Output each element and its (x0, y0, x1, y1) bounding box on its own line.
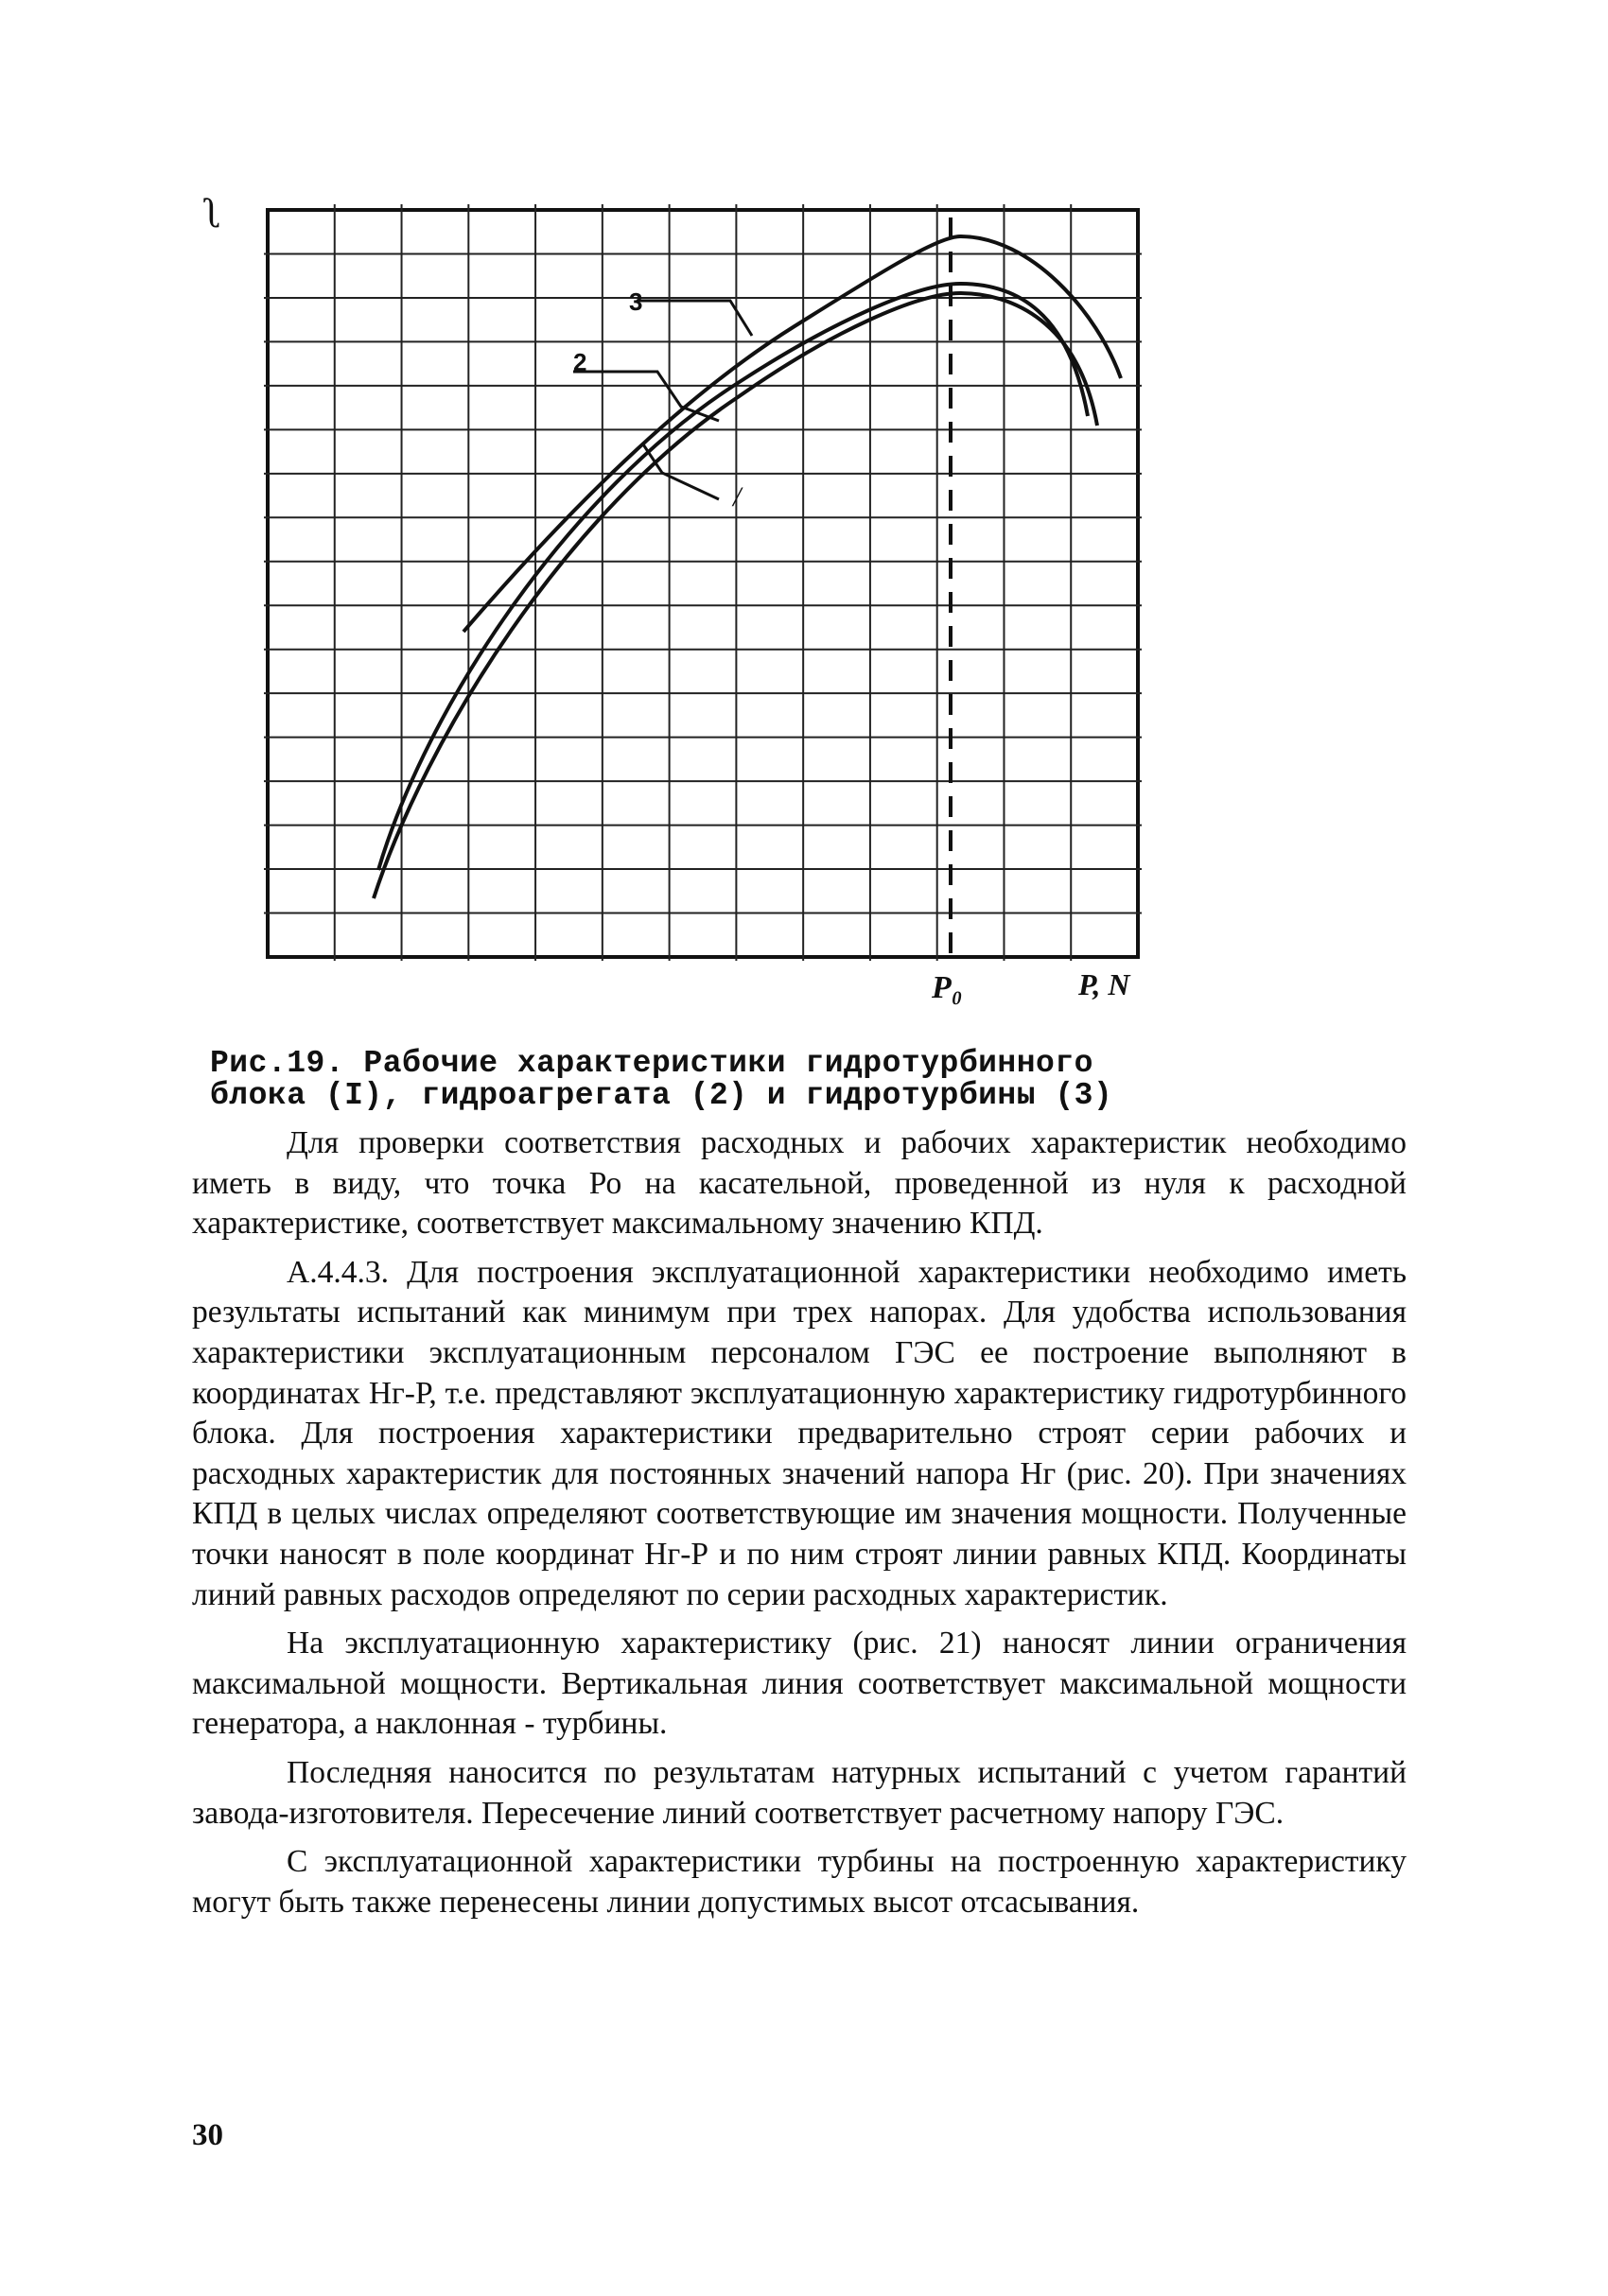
curve-label-1: / (733, 481, 742, 513)
y-axis-label: ʅ (204, 190, 223, 236)
caption-line-1: Рис.19. Рабочие характеристики гидротурбинного (210, 1046, 1093, 1081)
chart-grid (264, 204, 1142, 961)
leader-line-1 (643, 444, 719, 499)
efficiency-figure (0, 0, 1608, 1040)
caption-line-2: блока (I), гидроагрегата (2) и гидротурбины (3) (210, 1078, 1113, 1113)
paragraph: На эксплуатационную характеристику (рис. 21) наносят линии ограничения максимальной мощности. Вертикальная линия соответствует максимальной мощности генератора, а наклонная - турбины. (192, 1626, 1407, 1742)
curve-label-2: 2 (573, 348, 587, 376)
paragraph: А.4.4.3. Для построения эксплуатационной характеристики необходимо иметь результаты испытаний как минимум при трех напорах. Для удобства использования характеристики эксплуатационным персоналом ГЭС ее построение выполняют в координатах Нг-Р, т.е. представляют эксплуатационную характеристику гидротурбинного блока. Для построения характеристики предварительно строят серии рабочих и расходных характеристик для постоянных значений напора Нг (рис. 20). При значениях КПД в целых числах определяют соответствующие им значения мощности. Полученные точки наносят в поле координат Нг-Р и по ним строят линии равных КПД. Координаты линий равных расходов определяют по серии расходных характеристик. (192, 1254, 1407, 1612)
efficiency-chart (0, 0, 1608, 1040)
curve-3-turbine (463, 236, 1121, 632)
paragraph: Последняя наносится по результатам натурных испытаний с учетом гарантий завода-изготовителя. Пересечение линий соответствует расчетному напору ГЭС. (192, 1754, 1407, 1831)
paragraph: С эксплуатационной характеристики турбины на построенную характеристику могут быть также перенесены линии допустимых высот отсасывания. (192, 1844, 1407, 1920)
leader-line-3 (637, 301, 752, 336)
curve-label-3: 3 (629, 287, 643, 316)
grid-frame (268, 210, 1138, 957)
paragraph: Для проверки соответствия расходных и рабочих характеристик необходимо иметь в виду, что точка Ро на касательной, проведенной из нуля к расходной характеристике, соответствует максимальному значению КПД. (192, 1125, 1407, 1242)
figure-caption (210, 1048, 1421, 1112)
x-marker-p0: P₀ (932, 970, 963, 1005)
page-number: 30 (192, 2118, 223, 2152)
body-text (192, 1123, 1407, 1931)
x-axis-label-pn: P, N (1078, 967, 1130, 1001)
